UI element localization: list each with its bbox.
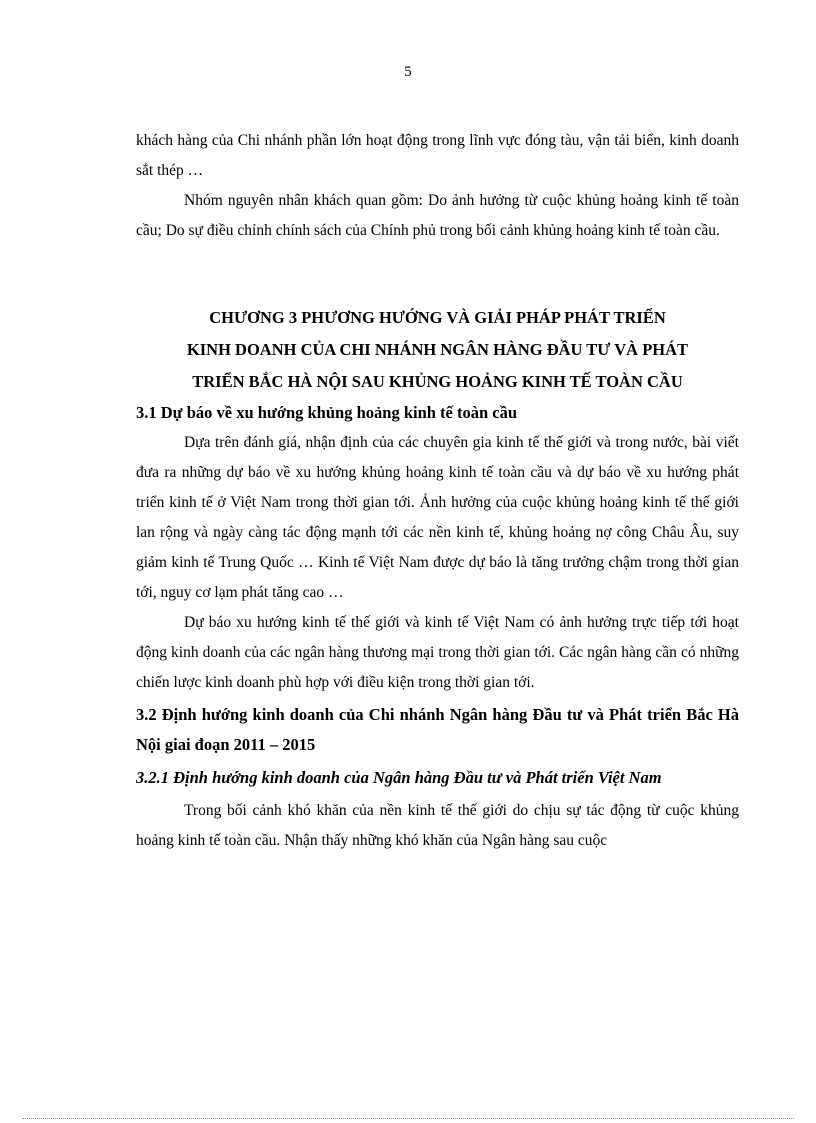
section-3-1-paragraph-1: Dựa trên đánh giá, nhận định của các chuyên gia kinh tế thế giới và trong nước, bài viết đưa ra những dự báo về xu hướng khủng hoảng kinh tế toàn cầu và dự báo về xu hướng phát triển kinh tế ở Việt Nam trong thời gian tới. Ảnh hưởng của cuộc khủng hoảng kinh tế thế giới lan rộng và ngày càng tác động mạnh tới các nền kinh tế, khủng hoảng nợ công Châu Âu, suy giảm kinh tế Trung Quốc … Kinh tế Việt Nam được dự báo là tăng trưởng chậm trong thời gian tới, nguy cơ lạm phát tăng cao …: [136, 434, 739, 601]
section-3-1-heading: 3.1 Dự báo về xu hướng khủng hoảng kinh tế toàn cầu: [136, 403, 518, 422]
paragraph-objective-causes: Nhóm nguyên nhân khách quan gồm: Do ảnh hưởng từ cuộc khủng hoảng kinh tế toàn cầu; Do sự điều chỉnh chính sách của Chính phủ trong bối cảnh khủng hoảng kinh tế toàn cầu.: [136, 192, 739, 239]
chapter-title-line-2: KINH DOANH CỦA CHI NHÁNH NGÂN HÀNG ĐẦU TƯ VÀ PHÁT: [186, 340, 689, 359]
paragraph-continuation: khách hàng của Chi nhánh phần lớn hoạt động trong lĩnh vực đóng tàu, vận tải biển, kinh doanh sắt thép …: [136, 132, 739, 179]
section-3-2-1-heading: 3.2.1 Định hướng kinh doanh của Ngân hàng Đầu tư và Phát triển Việt Nam: [136, 768, 662, 787]
section-3-2-1-paragraph-1: Trong bối cảnh khó khăn của nền kinh tế thế giới do chịu sự tác động từ cuộc khủng hoảng kinh tế toàn cầu. Nhận thấy những khó khăn của Ngân hàng sau cuộc: [136, 802, 739, 849]
page-number: 5: [404, 64, 412, 80]
chapter-title: [136, 302, 739, 398]
page-content: [136, 126, 739, 856]
section-3-1-paragraph-2: Dự báo xu hướng kinh tế thế giới và kinh tế Việt Nam có ảnh hưởng trực tiếp tới hoạt động kinh doanh của các ngân hàng thương mại trong thời gian tới. Các ngân hàng cần có những chiến lược kinh doanh phù hợp với điều kiện trong thời gian tới.: [136, 614, 739, 691]
page-bottom-divider: [22, 1118, 794, 1119]
chapter-title-line-3: TRIỂN BẮC HÀ NỘI SAU KHỦNG HOẢNG KINH TẾ TOÀN CẦU: [192, 372, 683, 391]
chapter-title-line-1: CHƯƠNG 3 PHƯƠNG HƯỚNG VÀ GIẢI PHÁP PHÁT TRIỂN: [209, 308, 666, 327]
section-3-2-heading: 3.2 Định hướng kinh doanh của Chi nhánh Ngân hàng Đầu tư và Phát triển Bắc Hà Nội giai đoạn 2011 – 2015: [136, 705, 739, 754]
